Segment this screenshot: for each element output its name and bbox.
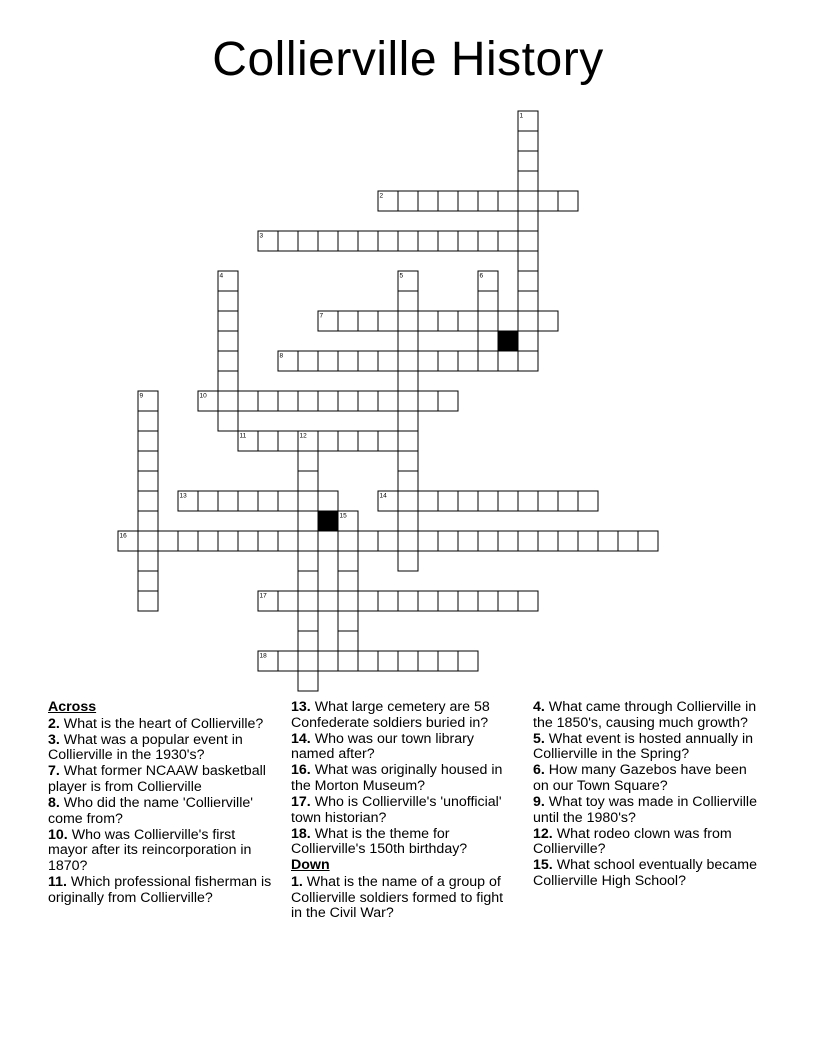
grid-cell[interactable]	[358, 591, 378, 611]
across-clue-10	[48, 828, 276, 875]
grid-cell[interactable]	[398, 231, 418, 251]
clue-text: What toy was made in Collierville until the 1980's?	[533, 794, 757, 826]
grid-cell[interactable]	[398, 191, 418, 211]
clue-number: 9.	[533, 794, 545, 811]
grid-cell[interactable]	[258, 491, 278, 511]
clue-number: 8.	[48, 795, 60, 812]
grid-cell[interactable]	[138, 531, 158, 551]
grid-cell[interactable]	[558, 531, 578, 551]
cell-number: 11	[239, 432, 247, 440]
clue-column-1	[48, 700, 276, 907]
grid-cell[interactable]	[138, 571, 158, 591]
across-clue-2	[48, 717, 276, 733]
grid-cell[interactable]	[138, 431, 158, 451]
grid-cell[interactable]	[298, 631, 318, 651]
cell-number: 10	[199, 392, 207, 400]
grid-cell[interactable]	[378, 351, 398, 371]
grid-cell[interactable]	[518, 191, 538, 211]
grid-cell[interactable]	[278, 531, 298, 551]
cell-number: 7	[319, 312, 324, 320]
clue-number: 17.	[291, 794, 311, 811]
grid-cell[interactable]	[598, 531, 618, 551]
grid-cell[interactable]	[478, 291, 498, 311]
grid-cell[interactable]	[378, 531, 398, 551]
grid-cell[interactable]	[538, 531, 558, 551]
grid-cell[interactable]	[298, 351, 318, 371]
grid-cell[interactable]	[418, 651, 438, 671]
clue-text: What is the heart of Collierville?	[63, 715, 264, 732]
grid-cell[interactable]	[518, 491, 538, 511]
across-clue-8	[48, 796, 276, 827]
grid-cell[interactable]	[478, 331, 498, 351]
clue-number: 6.	[533, 762, 545, 779]
grid-cell[interactable]	[458, 491, 478, 511]
grid-cell[interactable]	[198, 531, 218, 551]
across-clue-13	[291, 700, 516, 731]
grid-cell[interactable]	[238, 391, 258, 411]
clue-number: 18.	[291, 825, 311, 842]
grid-cell[interactable]	[478, 591, 498, 611]
across-clue-7	[48, 764, 276, 795]
down-clue-9	[533, 795, 765, 826]
grid-cell[interactable]	[178, 531, 198, 551]
grid-cell[interactable]	[358, 311, 378, 331]
grid-cell[interactable]	[318, 531, 338, 551]
grid-cell[interactable]	[358, 351, 378, 371]
grid-cell[interactable]	[438, 191, 458, 211]
grid-cell[interactable]	[138, 411, 158, 431]
cell-number: 18	[259, 652, 267, 660]
grid-cell[interactable]	[398, 591, 418, 611]
grid-cell[interactable]	[498, 531, 518, 551]
clue-text: What former NCAAW basketball player is from Collierville	[48, 763, 266, 795]
grid-cell[interactable]	[218, 331, 238, 351]
across-clue-17	[291, 795, 516, 826]
down-clue-4	[533, 700, 765, 731]
grid-cell[interactable]	[198, 491, 218, 511]
grid-cell[interactable]	[518, 311, 538, 331]
grid-cell[interactable]	[518, 271, 538, 291]
grid-cell[interactable]	[638, 531, 658, 551]
grid-cell[interactable]	[338, 591, 358, 611]
clue-number: 2.	[48, 715, 60, 732]
across-clue-11	[48, 875, 276, 906]
cell-number: 16	[119, 532, 127, 540]
grid-cell[interactable]	[298, 571, 318, 591]
grid-cell[interactable]	[318, 651, 338, 671]
clue-text: Who was our town library named after?	[291, 730, 474, 763]
grid-cell[interactable]	[498, 191, 518, 211]
clue-number: 4.	[533, 699, 545, 715]
grid-cell[interactable]	[418, 391, 438, 411]
grid-cell[interactable]	[518, 211, 538, 231]
grid-cell[interactable]	[458, 531, 478, 551]
grid-cell[interactable]	[518, 131, 538, 151]
clue-number: 7.	[48, 763, 60, 780]
grid-cell[interactable]	[398, 411, 418, 431]
cell-number: 2	[379, 192, 384, 200]
clue-text: What is the name of a group of Collierville soldiers formed to fight in the Civil War?	[291, 874, 504, 922]
grid-cell[interactable]	[298, 471, 318, 491]
grid-cell[interactable]	[338, 651, 358, 671]
grid-cell[interactable]	[518, 331, 538, 351]
cell-number: 1	[519, 112, 524, 120]
grid-cell[interactable]	[278, 591, 298, 611]
grid-cell[interactable]	[478, 311, 498, 331]
grid-cell[interactable]	[318, 491, 338, 511]
cell-number: 17	[259, 592, 267, 600]
grid-cell[interactable]	[338, 631, 358, 651]
grid-cell[interactable]	[238, 531, 258, 551]
grid-cell[interactable]	[278, 651, 298, 671]
grid-cell[interactable]	[218, 371, 238, 391]
grid-cell[interactable]	[438, 591, 458, 611]
puzzle-title: Collierville History	[212, 33, 604, 86]
down-clue-12	[533, 827, 765, 858]
clue-text: Which professional fisherman is originally from Collierville?	[48, 874, 272, 906]
cell-number: 4	[219, 272, 224, 280]
clue-number: 16.	[291, 762, 311, 779]
grid-cell[interactable]	[398, 431, 418, 451]
grid-cell[interactable]	[338, 431, 358, 451]
grid-cell[interactable]	[218, 311, 238, 331]
clue-text: What is the theme for Collierville's 150th birthday?	[291, 825, 468, 858]
grid-cell[interactable]	[578, 491, 598, 511]
grid-cell[interactable]	[518, 591, 538, 611]
clue-text: What school eventually became Collierville High School?	[533, 857, 757, 890]
clue-number: 12.	[533, 825, 553, 842]
clue-text: Who is Collierville's 'unofficial' town historian?	[291, 794, 502, 826]
grid-cell[interactable]	[498, 311, 518, 331]
grid-cell[interactable]	[138, 551, 158, 571]
grid-cell[interactable]	[138, 471, 158, 491]
grid-cell[interactable]	[338, 611, 358, 631]
clue-number: 5.	[533, 730, 545, 747]
across-clue-18	[291, 827, 516, 858]
grid-cell[interactable]	[518, 531, 538, 551]
grid-cell[interactable]	[538, 191, 558, 211]
grid-cell[interactable]	[418, 591, 438, 611]
grid-cell[interactable]	[578, 531, 598, 551]
down-clue-15	[533, 858, 765, 889]
grid-cell[interactable]	[378, 391, 398, 411]
grid-cell[interactable]	[398, 511, 418, 531]
grid-cell[interactable]	[398, 491, 418, 511]
grid-cell[interactable]	[418, 191, 438, 211]
grid-cell[interactable]	[378, 431, 398, 451]
cell-number: 13	[179, 492, 187, 500]
grid-cell[interactable]	[438, 491, 458, 511]
grid-cell[interactable]	[138, 511, 158, 531]
across-clue-16	[291, 763, 516, 794]
grid-cell[interactable]	[298, 531, 318, 551]
grid-cell[interactable]	[298, 651, 318, 671]
grid-cell[interactable]	[358, 391, 378, 411]
grid-cell[interactable]	[378, 591, 398, 611]
across-clue-14	[291, 732, 516, 763]
clue-number: 15.	[533, 857, 553, 874]
clue-text: What rodeo clown was from Collierville?	[533, 825, 732, 858]
grid-cell[interactable]	[298, 611, 318, 631]
grid-cell[interactable]	[278, 491, 298, 511]
clue-text: What event is hosted annually in Collierville in the Spring?	[533, 730, 754, 763]
cell-number: 9	[139, 392, 144, 400]
grid-cell[interactable]	[438, 351, 458, 371]
grid-cell[interactable]	[458, 591, 478, 611]
grid-cell[interactable]	[258, 531, 278, 551]
clue-number: 10.	[48, 826, 68, 843]
grid-cell[interactable]	[298, 491, 318, 511]
grid-cell[interactable]	[138, 451, 158, 471]
grid-cell[interactable]	[498, 231, 518, 251]
grid-cell[interactable]	[418, 231, 438, 251]
grid-cell[interactable]	[138, 591, 158, 611]
cell-number: 15	[339, 512, 347, 520]
clue-text: What was originally housed in the Morton Museum?	[291, 762, 503, 794]
clue-text: Who did the name 'Collierville' come from?	[48, 795, 253, 827]
cell-number: 5	[399, 272, 404, 280]
clue-number: 14.	[291, 730, 311, 747]
cell-number: 3	[259, 232, 264, 240]
clue-number: 13.	[291, 699, 311, 715]
grid-cell[interactable]	[518, 291, 538, 311]
grid-cell[interactable]	[458, 231, 478, 251]
grid-cell[interactable]	[218, 531, 238, 551]
grid-cell[interactable]	[218, 491, 238, 511]
cell-number: 14	[379, 492, 387, 500]
down-clue-6	[533, 763, 765, 794]
grid-cell[interactable]	[338, 351, 358, 371]
clue-column-2	[291, 700, 516, 922]
grid-cell[interactable]	[458, 191, 478, 211]
clue-text: How many Gazebos have been on our Town Square?	[533, 762, 747, 794]
grid-cell[interactable]	[338, 531, 358, 551]
grid-cell[interactable]	[238, 491, 258, 511]
grid-cell[interactable]	[478, 531, 498, 551]
grid-cell[interactable]	[398, 311, 418, 331]
grid-cell[interactable]	[318, 391, 338, 411]
grid-cell[interactable]	[418, 491, 438, 511]
grid-cell[interactable]	[458, 311, 478, 331]
across-header: Across	[48, 699, 97, 715]
grid-cell[interactable]	[358, 531, 378, 551]
grid-cell[interactable]	[298, 511, 318, 531]
down-clue-5	[533, 732, 765, 763]
grid-cell[interactable]	[298, 591, 318, 611]
grid-cell[interactable]	[298, 391, 318, 411]
grid-cell[interactable]	[518, 171, 538, 191]
cell-number: 6	[479, 272, 484, 280]
grid-cell[interactable]	[558, 491, 578, 511]
grid-cell[interactable]	[338, 391, 358, 411]
grid-cell[interactable]	[398, 351, 418, 371]
grid-cell[interactable]	[278, 431, 298, 451]
grid-cell[interactable]	[358, 431, 378, 451]
grid-cell[interactable]	[498, 491, 518, 511]
down-clue-1	[291, 875, 516, 922]
grid-cell[interactable]	[298, 231, 318, 251]
grid-cell[interactable]	[378, 231, 398, 251]
grid-cell[interactable]	[398, 551, 418, 571]
grid-cell[interactable]	[318, 431, 338, 451]
grid-cell[interactable]	[418, 531, 438, 551]
grid-cell[interactable]	[278, 391, 298, 411]
grid-cell[interactable]	[218, 351, 238, 371]
cell-number: 8	[279, 352, 284, 360]
grid-cell[interactable]	[418, 311, 438, 331]
grid-cell[interactable]	[378, 311, 398, 331]
grid-cell[interactable]	[498, 351, 518, 371]
grid-cell[interactable]	[298, 451, 318, 471]
grid-cell[interactable]	[398, 651, 418, 671]
grid-cell[interactable]	[318, 351, 338, 371]
down-header: Down	[291, 857, 330, 874]
grid-cell[interactable]	[338, 571, 358, 591]
grid-cell[interactable]	[338, 231, 358, 251]
grid-cell[interactable]	[278, 231, 298, 251]
grid-cell[interactable]	[218, 291, 238, 311]
grid-cell[interactable]	[538, 491, 558, 511]
grid-cell[interactable]	[298, 671, 318, 691]
across-clue-3	[48, 733, 276, 764]
grid-cell[interactable]	[618, 531, 638, 551]
grid-cell[interactable]	[358, 651, 378, 671]
grid-cell[interactable]	[538, 311, 558, 331]
grid-cell[interactable]	[398, 371, 418, 391]
grid-cell[interactable]	[498, 591, 518, 611]
clue-number: 11.	[48, 874, 67, 891]
grid-block	[318, 511, 338, 531]
grid-cell[interactable]	[298, 551, 318, 571]
cell-number: 12	[299, 432, 307, 440]
grid-cell[interactable]	[438, 531, 458, 551]
clue-text: What came through Collierville in the 1850's, causing much growth?	[533, 699, 757, 731]
grid-cell[interactable]	[558, 191, 578, 211]
grid-cell[interactable]	[458, 351, 478, 371]
grid-cell[interactable]	[438, 231, 458, 251]
grid-cell[interactable]	[438, 311, 458, 331]
grid-cell[interactable]	[398, 471, 418, 491]
grid-cell[interactable]	[318, 591, 338, 611]
grid-cell[interactable]	[478, 351, 498, 371]
grid-cell[interactable]	[218, 391, 238, 411]
grid-cell[interactable]	[398, 291, 418, 311]
grid-cell[interactable]	[398, 531, 418, 551]
grid-cell[interactable]	[358, 231, 378, 251]
grid-cell[interactable]	[158, 531, 178, 551]
grid-block	[498, 331, 518, 351]
clue-text: What large cemetery are 58 Confederate soldiers buried in?	[291, 699, 490, 731]
grid-cell[interactable]	[418, 351, 438, 371]
clue-text: What was a popular event in Collierville in the 1930's?	[48, 731, 243, 764]
clue-number: 3.	[48, 731, 60, 748]
grid-cell[interactable]	[258, 391, 278, 411]
grid-cell[interactable]	[478, 231, 498, 251]
grid-cell[interactable]	[478, 191, 498, 211]
grid-cell[interactable]	[398, 451, 418, 471]
grid-cell[interactable]	[518, 151, 538, 171]
grid-cell[interactable]	[338, 311, 358, 331]
clue-number: 1.	[291, 874, 303, 891]
grid-cell[interactable]	[438, 391, 458, 411]
grid-cell[interactable]	[398, 391, 418, 411]
grid-cell[interactable]	[258, 431, 278, 451]
grid-cell[interactable]	[398, 331, 418, 351]
grid-cell[interactable]	[478, 491, 498, 511]
grid-cell[interactable]	[338, 551, 358, 571]
clue-text: Who was Collierville's first mayor after its reincorporation in 1870?	[48, 826, 252, 874]
grid-cell[interactable]	[438, 651, 458, 671]
grid-cell[interactable]	[518, 231, 538, 251]
clue-column-3	[533, 700, 765, 890]
grid-cell[interactable]	[378, 651, 398, 671]
grid-cell[interactable]	[318, 231, 338, 251]
grid-cell[interactable]	[218, 411, 238, 431]
grid-cell[interactable]	[518, 251, 538, 271]
grid-cell[interactable]	[138, 491, 158, 511]
grid-cell[interactable]	[458, 651, 478, 671]
grid-cell[interactable]	[518, 351, 538, 371]
